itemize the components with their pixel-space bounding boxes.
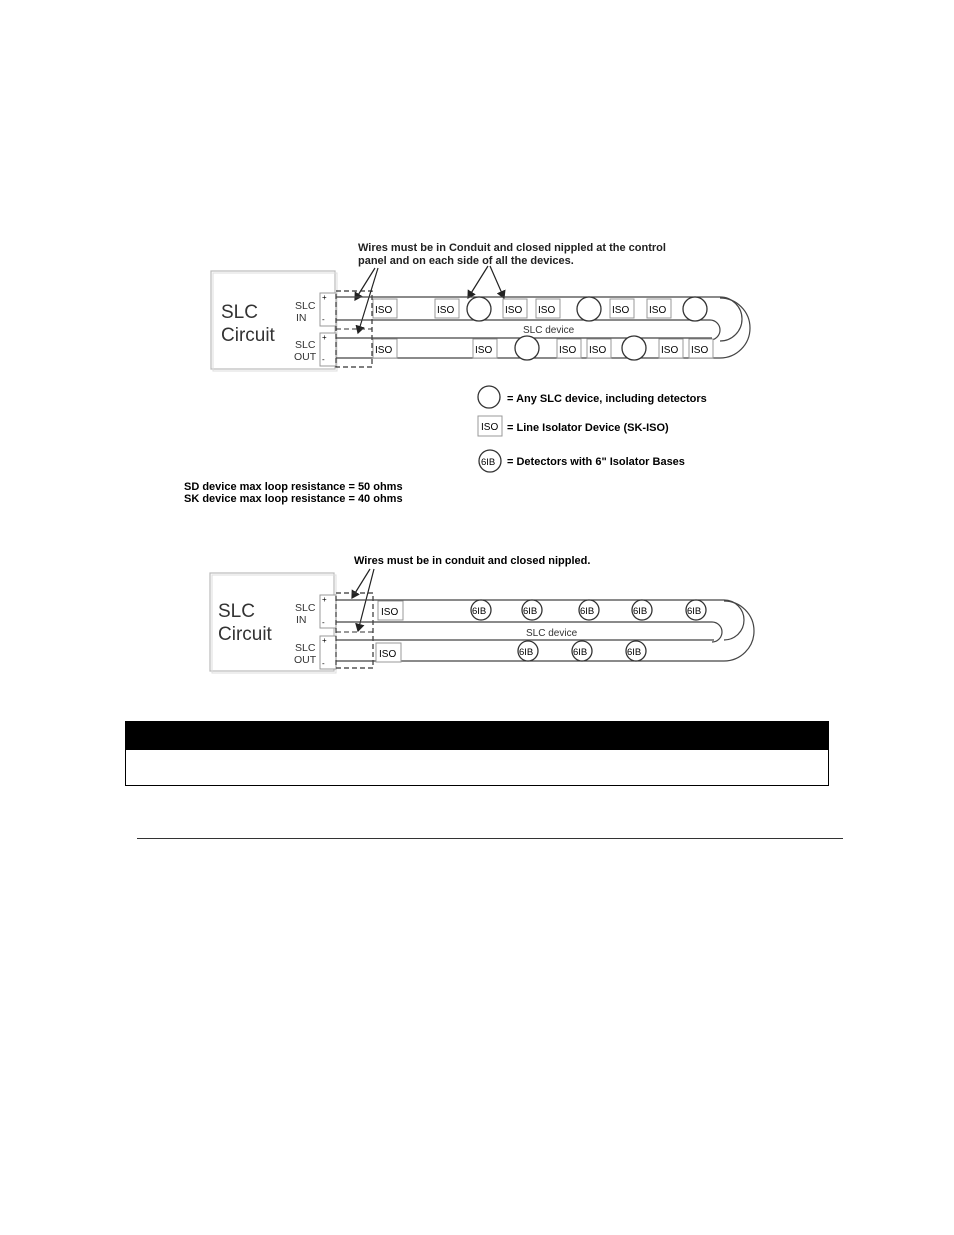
iso-device (378, 601, 403, 620)
iso-device (557, 339, 581, 358)
diagram-2-note: Wires must be in conduit and closed nippled. (354, 555, 591, 567)
svg-text:ISO: ISO (505, 305, 523, 316)
svg-text:6IB: 6IB (627, 647, 642, 658)
legend-6ib-text: = Detectors with 6" Isolator Bases (507, 456, 685, 468)
slc-in-label-1: SLC (295, 300, 316, 312)
svg-text:6IB: 6IB (472, 606, 487, 617)
diagram-2 (210, 555, 754, 673)
legend-iso-text: = Line Isolator Device (SK-ISO) (507, 422, 669, 434)
svg-text:ISO: ISO (475, 345, 493, 356)
iso-device (536, 299, 560, 318)
panel-title-line-2: Circuit (218, 624, 272, 645)
svg-text:ISO: ISO (437, 305, 455, 316)
svg-text:ISO: ISO (661, 345, 679, 356)
slc-device-circle (683, 297, 707, 321)
arrow (490, 266, 504, 298)
plus-sign: + (322, 595, 327, 604)
diagram-1-note-line-2: panel and on each side of all the devices. (358, 255, 574, 267)
svg-text:6IB: 6IB (687, 606, 702, 617)
slc-device-label: SLC device (526, 628, 578, 639)
6ib-detector (518, 641, 538, 661)
svg-text:ISO: ISO (381, 607, 399, 618)
panel-title-line-1: SLC (218, 601, 255, 622)
svg-text:ISO: ISO (691, 345, 709, 356)
svg-text:ISO: ISO (375, 345, 393, 356)
iso-device (689, 339, 713, 358)
legend-slc-device-icon (478, 386, 500, 408)
iso-device (473, 339, 497, 358)
iso-device (647, 299, 671, 318)
slc-device-circle (515, 336, 539, 360)
slc-in-label-2: IN (296, 614, 307, 626)
sk-resistance-note: SK device max loop resistance = 40 ohms (184, 493, 403, 505)
legend-any-device-text: = Any SLC device, including detectors (507, 393, 707, 405)
iso-device (659, 339, 683, 358)
iso-device (435, 299, 459, 318)
6ib-detector (572, 641, 592, 661)
note-table-header (126, 722, 828, 750)
iso-device (587, 339, 611, 358)
panel-title-line-1: SLC (221, 302, 258, 323)
plus-sign: + (322, 333, 327, 342)
plus-sign: + (322, 293, 327, 302)
legend-iso-symbol: ISO (481, 422, 499, 433)
minus-sign: - (322, 315, 325, 324)
iso-device (503, 299, 527, 318)
slc-in-label-2: IN (296, 312, 307, 324)
svg-text:ISO: ISO (538, 305, 556, 316)
svg-text:6IB: 6IB (523, 606, 538, 617)
sd-resistance-note: SD device max loop resistance = 50 ohms (184, 481, 403, 493)
6ib-detector (471, 600, 491, 620)
slc-out-label-1: SLC (295, 339, 316, 351)
svg-text:6IB: 6IB (580, 606, 595, 617)
svg-text:ISO: ISO (612, 305, 630, 316)
iso-device (373, 339, 397, 358)
minus-sign: - (322, 618, 325, 627)
svg-text:ISO: ISO (649, 305, 667, 316)
svg-text:6IB: 6IB (633, 606, 648, 617)
slc-device-circle (577, 297, 601, 321)
slc-device-circle (622, 336, 646, 360)
minus-sign: - (322, 659, 325, 668)
6ib-detector (686, 600, 706, 620)
slc-device-label: SLC device (523, 325, 575, 336)
diagram-1-note-line-1: Wires must be in Conduit and closed nippled at the control (358, 242, 666, 254)
svg-text:ISO: ISO (375, 305, 393, 316)
svg-text:ISO: ISO (379, 649, 397, 660)
iso-device (373, 299, 397, 318)
svg-text:6IB: 6IB (519, 647, 534, 658)
diagram-1 (211, 242, 750, 472)
svg-text:6IB: 6IB (573, 647, 588, 658)
arrow (468, 266, 488, 298)
slc-out-label-2: OUT (294, 654, 317, 666)
6ib-detector (579, 600, 599, 620)
iso-device (610, 299, 634, 318)
section-divider (137, 838, 843, 839)
plus-sign: + (322, 636, 327, 645)
slc-out-label-2: OUT (294, 351, 317, 363)
conduit-box (336, 593, 373, 668)
svg-text:ISO: ISO (589, 345, 607, 356)
slc-in-label-1: SLC (295, 602, 316, 614)
6ib-detector (626, 641, 646, 661)
6ib-detector (632, 600, 652, 620)
slc-out-label-1: SLC (295, 642, 316, 654)
svg-text:ISO: ISO (559, 345, 577, 356)
note-table (125, 721, 829, 786)
minus-sign: - (322, 355, 325, 364)
iso-device (376, 643, 401, 662)
legend-6ib-symbol: 6IB (481, 457, 496, 468)
6ib-detector (522, 600, 542, 620)
slc-device-circle (467, 297, 491, 321)
panel-title-line-2: Circuit (221, 325, 275, 346)
